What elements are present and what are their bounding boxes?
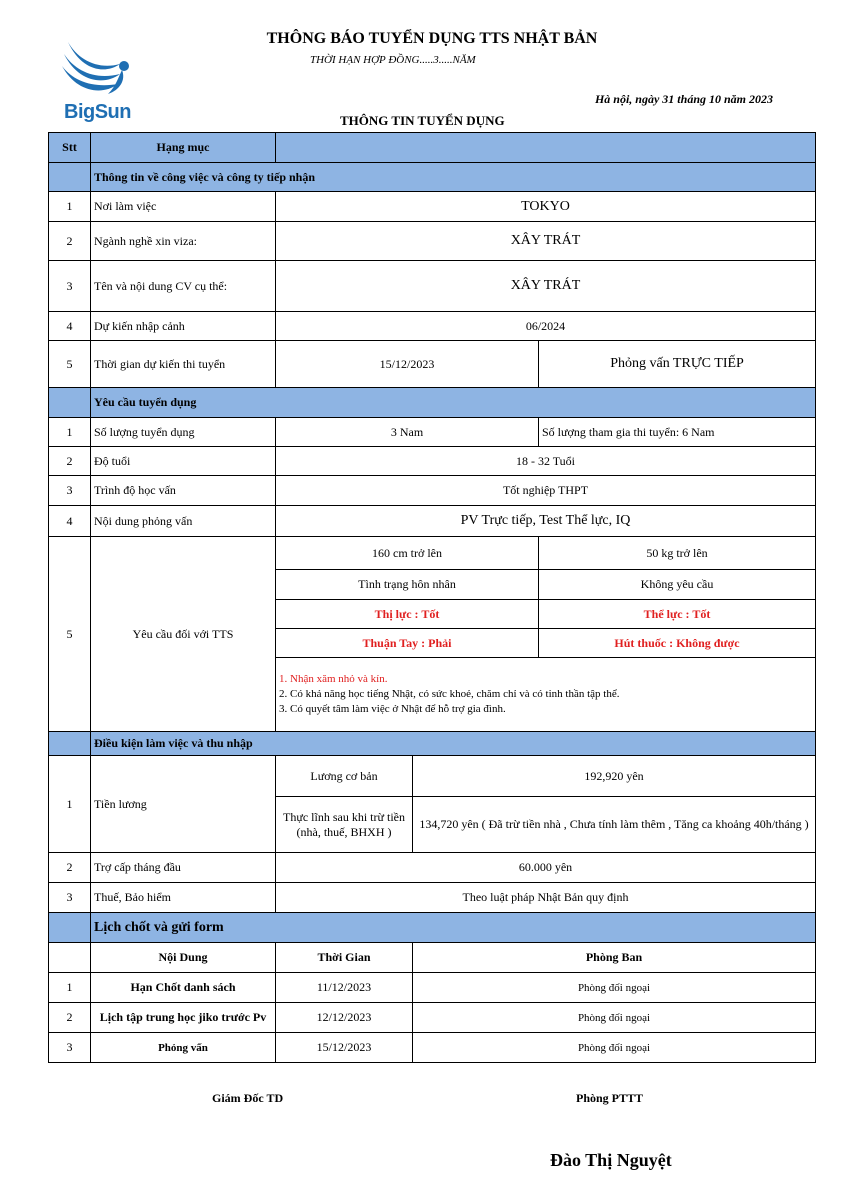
section-1-title: Thông tin về công việc và công ty tiếp nhận <box>91 163 816 192</box>
page-title: THÔNG BÁO TUYỂN DỤNG TTS NHẬT BẢN <box>266 30 598 47</box>
signature-dept-label: Phòng PTTT <box>576 1091 644 1105</box>
section-title: THÔNG TIN TUYỂN DỤNG <box>340 113 505 128</box>
section-header <box>49 913 816 943</box>
col-item-header: Hạng mục <box>91 133 276 163</box>
section-header <box>49 732 816 756</box>
table-row: 2 Độ tuổi 18 - 32 Tuổi <box>49 447 816 476</box>
col-stt-header: Stt <box>49 133 91 163</box>
table-row: 3 Trình độ học vấn Tốt nghiệp THPT <box>49 476 816 506</box>
section-header <box>49 163 816 192</box>
table-row: 3 Tên và nội dung CV cụ thể: XÂY TRÁT <box>49 261 816 312</box>
table-row: 2 Trợ cấp tháng đầu 60.000 yên <box>49 853 816 883</box>
signature-director-label: Giám Đốc TD <box>212 1091 284 1105</box>
signatory-name: Đào Thị Nguyệt <box>550 1150 672 1170</box>
page-subtitle: THỜI HẠN HỢP ĐỒNG.....3.....NĂM <box>310 54 476 66</box>
salary-row: 1 Tiền lương Lương cơ bản 192,920 yên <box>49 756 816 797</box>
table-row: 4 Nội dung phỏng vấn PV Trực tiếp, Test Thể lực, IQ <box>49 506 816 537</box>
section-4-title: Lịch chốt và gửi form <box>91 913 816 943</box>
table-row: 4 Dự kiến nhập cảnh 06/2024 <box>49 312 816 341</box>
section-header <box>49 388 816 418</box>
table-row: 1 Nơi làm việc TOKYO <box>49 192 816 222</box>
section-2-title: Yêu cầu tuyển dụng <box>91 388 816 418</box>
table-header-row <box>49 133 816 163</box>
date-line: Hà nội, ngày 31 tháng 10 năm 2023 <box>594 92 773 106</box>
table-row: 5 Thời gian dự kiến thi tuyển 15/12/2023 Phỏng vấn TRỰC TIẾP <box>49 341 816 388</box>
schedule-row: 1 Hạn Chốt danh sách 11/12/2023 Phòng đối ngoại <box>49 973 816 1003</box>
schedule-header-row: Nội Dung Thời Gian Phòng Ban <box>49 943 816 973</box>
requirement-notes: 1. Nhận xăm nhỏ và kín. 2. Có khả năng học tiếng Nhật, có sức khoẻ, chăm chỉ và có tinh thần tập thể. 3. Có quyết tâm làm việc ở Nhật để hỗ trợ gia đình. <box>276 658 816 732</box>
schedule-row: 2 Lịch tập trung học jiko trước Pv 12/12/2023 Phòng đối ngoại <box>49 1003 816 1033</box>
section-3-title: Điều kiện làm việc và thu nhập <box>91 732 816 756</box>
requirements-row: 5 Yêu cầu đối với TTS 160 cm trở lên 50 kg trở lên <box>49 537 816 570</box>
recruitment-table: Stt Hạng mục Thông tin về công việc và công ty tiếp nhận 1 Nơi làm việc TOKYO 2 Ngành nghề xin viza: XÂY TRÁT 3 Tên và nội dung CV cụ thể: XÂY TRÁT 4 Dự kiến nhập cảnh 06/2024 5 Thời gian dự kiến thi tuyển 15/12/2023 Phỏng vấn TRỰC TIẾP Yêu cầu tuyển dụng 1 Số lượng tuyển dụng 3 Nam Số lượng tham gia thi tuyển: 6 Nam 2 Độ tuổi 18 - 32 Tuổi 3 Trình độ học vấn Tốt nghiệp THPT 4 Nội dung phỏng vấn PV Trực tiếp, Test Thể lực, IQ 5 Yêu cầu đối với TTS 160 cm trở lên 50 kg trở lên Tình trạng hôn nhân Không yêu cầu Thị lực : Tốt Thể lực : Tốt Thuận Tay : Phải Hút thuốc : Không được 1. Nhận xăm nhỏ và kín. 2. Có khả năng học tiếng Nhật, có sức khoẻ, chăm chỉ và có tinh thần tập thể. 3. Có quyết tâm làm việc ở Nhật để hỗ trợ gia đình. Điều kiện làm việc và thu nhập 1 Tiền lương Lương cơ bản 192,920 yên Thực lĩnh sau khi trừ tiền (nhà, thuế, BHXH ) 134,720 yên ( Đã trừ tiền nhà , Chưa tính làm thêm , Tăng ca khoảng 40h/tháng ) 2 Trợ cấp tháng đầu 60.000 yên 3 Thuế, Bảo hiểm Theo luật pháp Nhật Bản quy định Lịch chốt và gửi form Nội Dung Thời Gian Phòng Ban 1 Hạn Chốt danh sách 11/12/2023 Phòng đối ngoại 2 Lịch tập trung học jiko trước Pv 12/12/2023 Phòng đối ngoại 3 Phỏng vấn 15/12/2023 Phòng đối ngoại <box>48 132 816 1063</box>
table-row: 2 Ngành nghề xin viza: XÂY TRÁT <box>49 222 816 261</box>
logo-text: BigSun <box>64 101 131 123</box>
table-row: 3 Thuế, Bảo hiểm Theo luật pháp Nhật Bản quy định <box>49 883 816 913</box>
table-row: 1 Số lượng tuyển dụng 3 Nam Số lượng tham gia thi tuyển: 6 Nam <box>49 418 816 447</box>
schedule-row: 3 Phỏng vấn 15/12/2023 Phòng đối ngoại <box>49 1033 816 1063</box>
